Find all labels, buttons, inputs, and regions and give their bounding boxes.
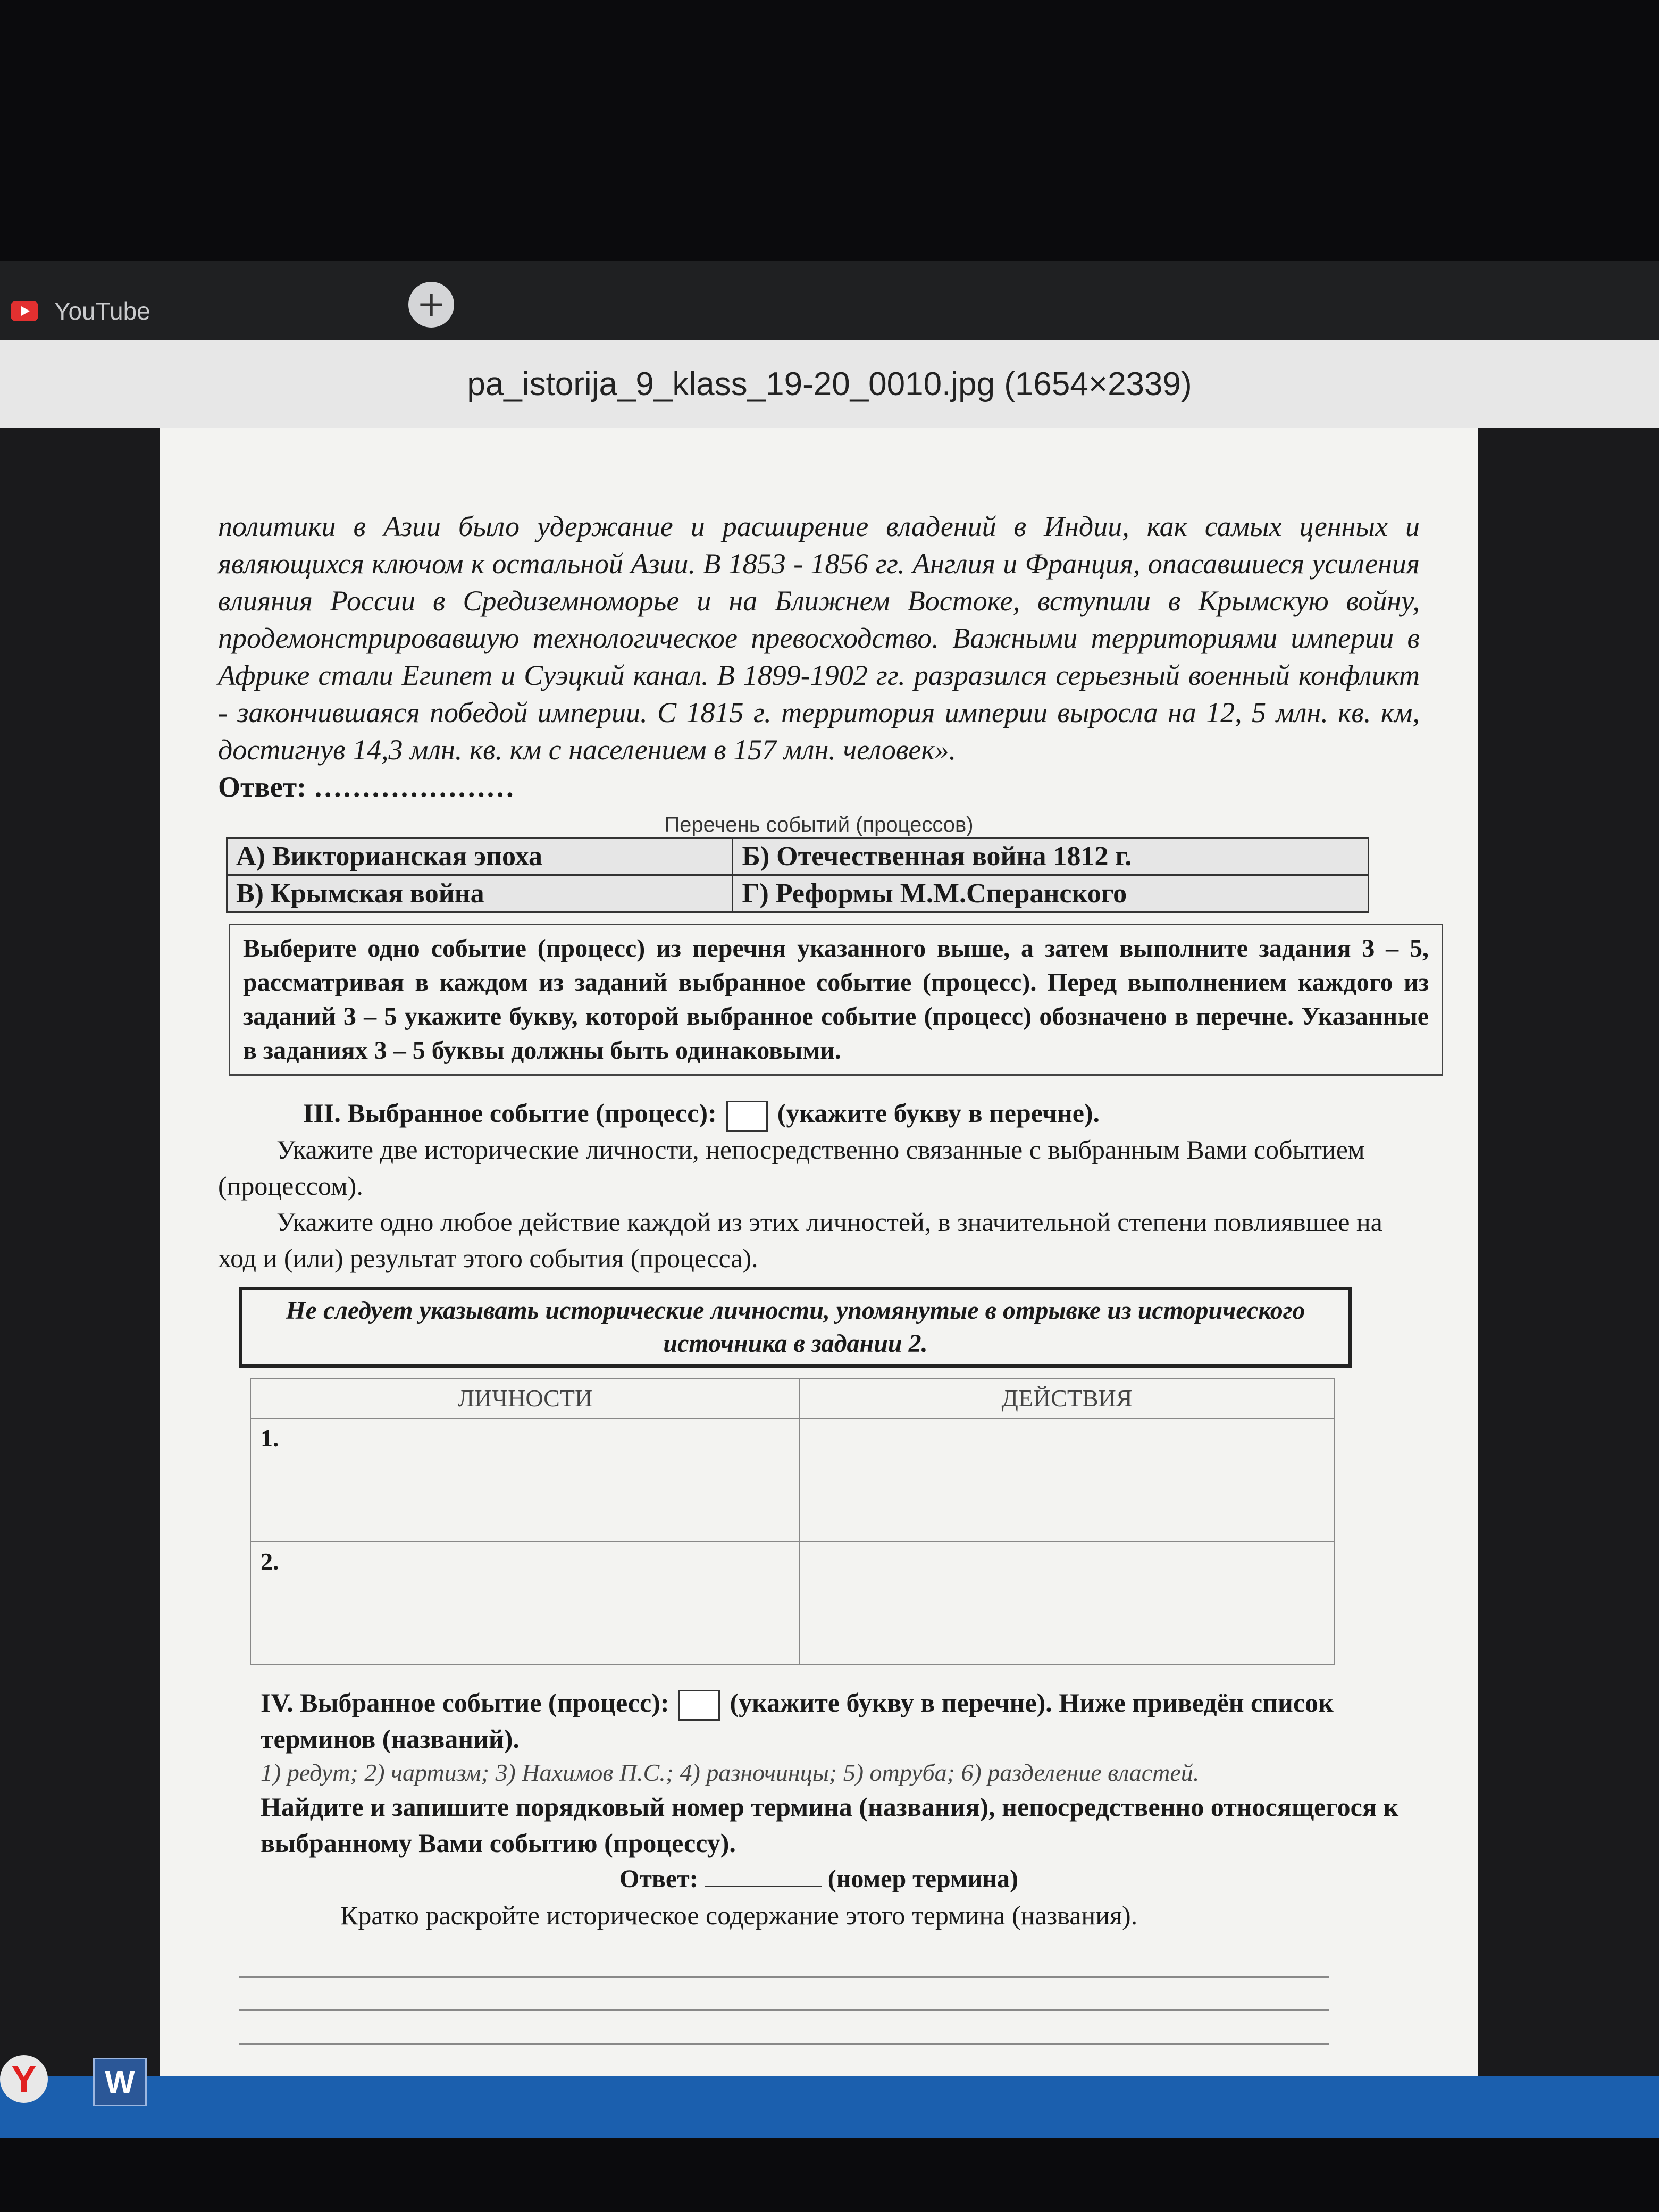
action-cell xyxy=(800,1541,1334,1665)
answer-blank[interactable] xyxy=(705,1886,822,1887)
warning-box: Не следует указывать исторические личности, упомянутые в отрывке из исторического источника в задании 2. xyxy=(239,1287,1352,1368)
browser-tab-bar xyxy=(0,261,1659,340)
letter-box[interactable] xyxy=(678,1690,720,1721)
section-3-p1: Укажите две исторические личности, непосредственно связанные с выбранным Вами событием (процессом). xyxy=(218,1134,1365,1201)
youtube-icon xyxy=(11,301,38,321)
term-answer-line xyxy=(218,1861,1420,1897)
column-header-actions: ДЕЙСТВИЯ xyxy=(800,1379,1334,1418)
tab-youtube[interactable] xyxy=(11,290,150,332)
section-3-heading xyxy=(218,1095,1420,1132)
terms-list: 1) редут; 2) чартизм; 3) Нахимов П.С.; 4) разночинцы; 5) отруба; 6) разделение властей. xyxy=(261,1759,1200,1787)
writing-line xyxy=(239,1944,1329,1978)
writing-lines xyxy=(218,1944,1420,2045)
people-actions-table xyxy=(250,1378,1335,1665)
new-tab-button[interactable]: + xyxy=(408,282,454,328)
section-3-hint: (укажите букву в перечне). xyxy=(777,1098,1100,1128)
section-4 xyxy=(218,1685,1420,2045)
event-cell: А) Викторианская эпоха xyxy=(227,838,733,875)
event-cell: В) Крымская война xyxy=(227,875,733,912)
writing-line xyxy=(239,2011,1329,2045)
image-title: pa_istorija_9_klass_19-20_0010.jpg (1654×2339) xyxy=(467,366,1192,403)
events-table xyxy=(226,837,1369,913)
answer-label: Ответ: xyxy=(619,1865,698,1893)
section-3 xyxy=(218,1095,1420,1276)
yandex-browser-icon[interactable]: Y xyxy=(0,2055,48,2103)
letter-box[interactable] xyxy=(726,1101,768,1132)
table-row xyxy=(250,1541,1334,1665)
section-3-p2: Укажите одно любое действие каждой из этих личностей, в значительной степени повлиявшее на ход и (или) результат этого события (процесса). xyxy=(218,1206,1382,1273)
document-page xyxy=(160,428,1478,2076)
word-icon[interactable]: W xyxy=(93,2058,147,2106)
taskbar xyxy=(0,2076,1659,2138)
action-cell xyxy=(800,1418,1334,1541)
row-number: 2. xyxy=(250,1541,800,1665)
reveal-task: Кратко раскройте историческое содержание этого термина (названия). xyxy=(340,1900,1138,1931)
table-row xyxy=(227,838,1369,875)
instruction-box: Выберите одно событие (процесс) из перечня указанного выше, а затем выполните задания 3 – 5, рассматривая в каждом из заданий выбранное событие (процесс). Перед выполнением каждого из заданий 3 – 5 укажите букву, которой выбранное событие (процесс) обозначено в перечне. Указанные в заданиях 3 – 5 буквы должны быть одинаковыми. xyxy=(229,924,1443,1076)
answer-hint: (номер термина) xyxy=(827,1865,1018,1893)
section-3-title: III. Выбранное событие (процесс): xyxy=(303,1098,717,1128)
column-header-people: ЛИЧНОСТИ xyxy=(250,1379,800,1418)
tab-label: YouTube xyxy=(54,297,150,325)
row-number: 1. xyxy=(250,1418,800,1541)
source-text: политики в Азии было удержание и расширение владений в Индии, как самых ценных и являющихся ключом к остальной Азии. В 1853 - 1856 гг. Англия и Франция, опасавшиеся усиления влияния России в Средиземноморье и на Ближнем Востоке, вступили в Крымскую войну, продемонстрировавшую технологическое превосходство. Важными территориями империи в Африке стали Египет и Суэцкий канал. В 1899-1902 гг. разразился серьезный военный конфликт - закончившаяся победой империи. С 1815 г. территория империи выросла на 12, 5 млн. кв. км, достигнув 14,3 млн. кв. км с населением в 157 млн. человек». xyxy=(218,510,1420,766)
section-4-task: Найдите и запишите порядковый номер термина (названия), непосредственно относящегося к выбранному Вами событию (процессу). xyxy=(261,1792,1399,1858)
table-header-row xyxy=(250,1379,1334,1418)
viewer-title-bar xyxy=(0,340,1659,428)
answer-line: Ответ: ………………… xyxy=(218,771,515,803)
table-row xyxy=(227,875,1369,912)
events-caption: Перечень событий (процессов) xyxy=(664,813,974,836)
event-cell: Б) Отечественная война 1812 г. xyxy=(733,838,1369,875)
writing-line xyxy=(239,1978,1329,2011)
event-cell: Г) Реформы М.М.Сперанского xyxy=(733,875,1369,912)
table-row xyxy=(250,1418,1334,1541)
section-4-title: IV. Выбранное событие (процесс): xyxy=(261,1687,669,1717)
section-4-heading xyxy=(218,1685,1420,1757)
section-4-hint: (укажите букву в перечне). Ниже приведён список терминов (названий). xyxy=(261,1687,1334,1754)
